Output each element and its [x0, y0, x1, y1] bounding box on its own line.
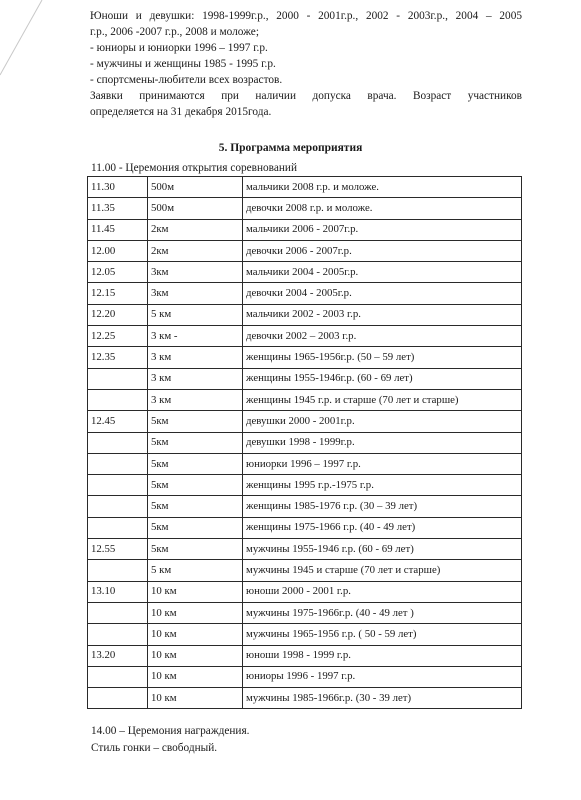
table-row — [88, 368, 522, 389]
table-row — [88, 581, 522, 602]
time-cell — [88, 496, 148, 517]
table-row — [88, 453, 522, 474]
time-cell — [88, 666, 148, 687]
time-cell: 13.10 — [88, 581, 148, 602]
time-cell — [88, 517, 148, 538]
distance-cell: 5 км — [148, 560, 243, 581]
time-cell: 12.55 — [88, 539, 148, 560]
category-cell: женщины 1955-1946г.р. (60 - 69 лет) — [243, 368, 522, 389]
time-cell: 12.45 — [88, 411, 148, 432]
time-cell: 11.30 — [88, 177, 148, 198]
distance-cell: 10 км — [148, 624, 243, 645]
footer-section — [91, 723, 250, 757]
distance-cell: 10 км — [148, 581, 243, 602]
category-cell: мужчины 1955-1946 г.р. (60 - 69 лет) — [243, 539, 522, 560]
table-row — [88, 432, 522, 453]
distance-cell: 3 км — [148, 368, 243, 389]
opening-ceremony-text: 11.00 - Церемония открытия соревнований — [91, 162, 298, 174]
distance-cell: 5км — [148, 496, 243, 517]
distance-cell: 5км — [148, 539, 243, 560]
awards-ceremony-text: 14.00 – Церемония награждения. — [91, 725, 250, 737]
table-row — [88, 560, 522, 581]
time-cell: 12.35 — [88, 347, 148, 368]
table-row — [88, 666, 522, 687]
category-cell: юноши 2000 - 2001 г.р. — [243, 581, 522, 602]
event-schedule-table — [87, 176, 522, 709]
distance-cell: 5км — [148, 517, 243, 538]
category-cell: юноши 1998 - 1999 г.р. — [243, 645, 522, 666]
intro-line: Юноши и девушки: 1998-1999г.р., 2000 - 2001г.р., 2002 - 2003г.р., 2004 – 2005 — [90, 10, 522, 22]
table-row — [88, 304, 522, 325]
table-row — [88, 177, 522, 198]
category-cell: женщины 1945 г.р. и старше (70 лет и старше) — [243, 389, 522, 410]
table-row — [88, 602, 522, 623]
time-cell: 12.25 — [88, 326, 148, 347]
intro-line: Заявки принимаются при наличии допуска врача. Возраст участников — [90, 90, 522, 102]
section-heading: 5. Программа мероприятия — [218, 142, 363, 154]
time-cell: 11.35 — [88, 198, 148, 219]
category-cell: женщины 1965-1956г.р. (50 – 59 лет) — [243, 347, 522, 368]
distance-cell: 10 км — [148, 688, 243, 709]
table-row — [88, 389, 522, 410]
category-cell: мальчики 2004 - 2005г.р. — [243, 262, 522, 283]
time-cell: 13.20 — [88, 645, 148, 666]
category-cell: мальчики 2002 - 2003 г.р. — [243, 304, 522, 325]
distance-cell: 10 км — [148, 602, 243, 623]
category-cell: мужчины 1985-1966г.р. (30 - 39 лет) — [243, 688, 522, 709]
category-cell: девочки 2002 – 2003 г.р. — [243, 326, 522, 347]
category-cell: девушки 1998 - 1999г.р. — [243, 432, 522, 453]
time-cell — [88, 432, 148, 453]
table-row — [88, 347, 522, 368]
participants-section — [90, 8, 522, 120]
intro-line: г.р., 2006 -2007 г.р., 2008 и моложе; — [90, 26, 259, 38]
time-cell — [88, 602, 148, 623]
category-cell: девушки 2000 - 2001г.р. — [243, 411, 522, 432]
time-cell: 11.45 — [88, 219, 148, 240]
table-row — [88, 688, 522, 709]
table-row — [88, 198, 522, 219]
intro-line: - юниоры и юниорки 1996 – 1997 г.р. — [90, 42, 268, 54]
time-cell — [88, 624, 148, 645]
table-row — [88, 411, 522, 432]
time-cell — [88, 688, 148, 709]
time-cell: 12.20 — [88, 304, 148, 325]
scan-artifact-line — [0, 0, 60, 80]
distance-cell: 3км — [148, 262, 243, 283]
table-row — [88, 645, 522, 666]
distance-cell: 3 км — [148, 389, 243, 410]
distance-cell: 500м — [148, 177, 243, 198]
distance-cell: 10 км — [148, 666, 243, 687]
time-cell: 12.15 — [88, 283, 148, 304]
table-row — [88, 517, 522, 538]
time-cell: 12.05 — [88, 262, 148, 283]
table-row — [88, 240, 522, 261]
table-row — [88, 624, 522, 645]
intro-line: - спортсмены-любители всех возрастов. — [90, 74, 283, 86]
distance-cell: 2км — [148, 240, 243, 261]
distance-cell: 5км — [148, 453, 243, 474]
table-row — [88, 326, 522, 347]
time-cell — [88, 389, 148, 410]
distance-cell: 5км — [148, 411, 243, 432]
category-cell: мужчины 1975-1966г.р. (40 - 49 лет ) — [243, 602, 522, 623]
time-cell — [88, 475, 148, 496]
time-cell — [88, 368, 148, 389]
table-row — [88, 475, 522, 496]
intro-line: - мужчины и женщины 1985 - 1995 г.р. — [90, 58, 276, 70]
table-row — [88, 539, 522, 560]
category-cell: юниоры 1996 - 1997 г.р. — [243, 666, 522, 687]
category-cell: юниорки 1996 – 1997 г.р. — [243, 453, 522, 474]
category-cell: мужчины 1945 и старше (70 лет и старше) — [243, 560, 522, 581]
category-cell: мужчины 1965-1956 г.р. ( 50 - 59 лет) — [243, 624, 522, 645]
distance-cell: 5км — [148, 475, 243, 496]
distance-cell: 10 км — [148, 645, 243, 666]
category-cell: женщины 1975-1966 г.р. (40 - 49 лет) — [243, 517, 522, 538]
distance-cell: 5км — [148, 432, 243, 453]
table-row — [88, 496, 522, 517]
intro-line: определяется на 31 декабря 2015года. — [90, 106, 272, 118]
distance-cell: 3 км — [148, 347, 243, 368]
category-cell: девочки 2008 г.р. и моложе. — [243, 198, 522, 219]
time-cell — [88, 560, 148, 581]
distance-cell: 2км — [148, 219, 243, 240]
category-cell: женщины 1985-1976 г.р. (30 – 39 лет) — [243, 496, 522, 517]
table-row — [88, 219, 522, 240]
category-cell: мальчики 2006 - 2007г.р. — [243, 219, 522, 240]
category-cell: девочки 2006 - 2007г.р. — [243, 240, 522, 261]
distance-cell: 500м — [148, 198, 243, 219]
distance-cell: 5 км — [148, 304, 243, 325]
table-row — [88, 262, 522, 283]
race-style-text: Стиль гонки – свободный. — [91, 742, 218, 754]
table-row — [88, 283, 522, 304]
distance-cell: 3 км - — [148, 326, 243, 347]
category-cell: женщины 1995 г.р.-1975 г.р. — [243, 475, 522, 496]
time-cell — [88, 453, 148, 474]
category-cell: мальчики 2008 г.р. и моложе. — [243, 177, 522, 198]
category-cell: девочки 2004 - 2005г.р. — [243, 283, 522, 304]
distance-cell: 3км — [148, 283, 243, 304]
time-cell: 12.00 — [88, 240, 148, 261]
